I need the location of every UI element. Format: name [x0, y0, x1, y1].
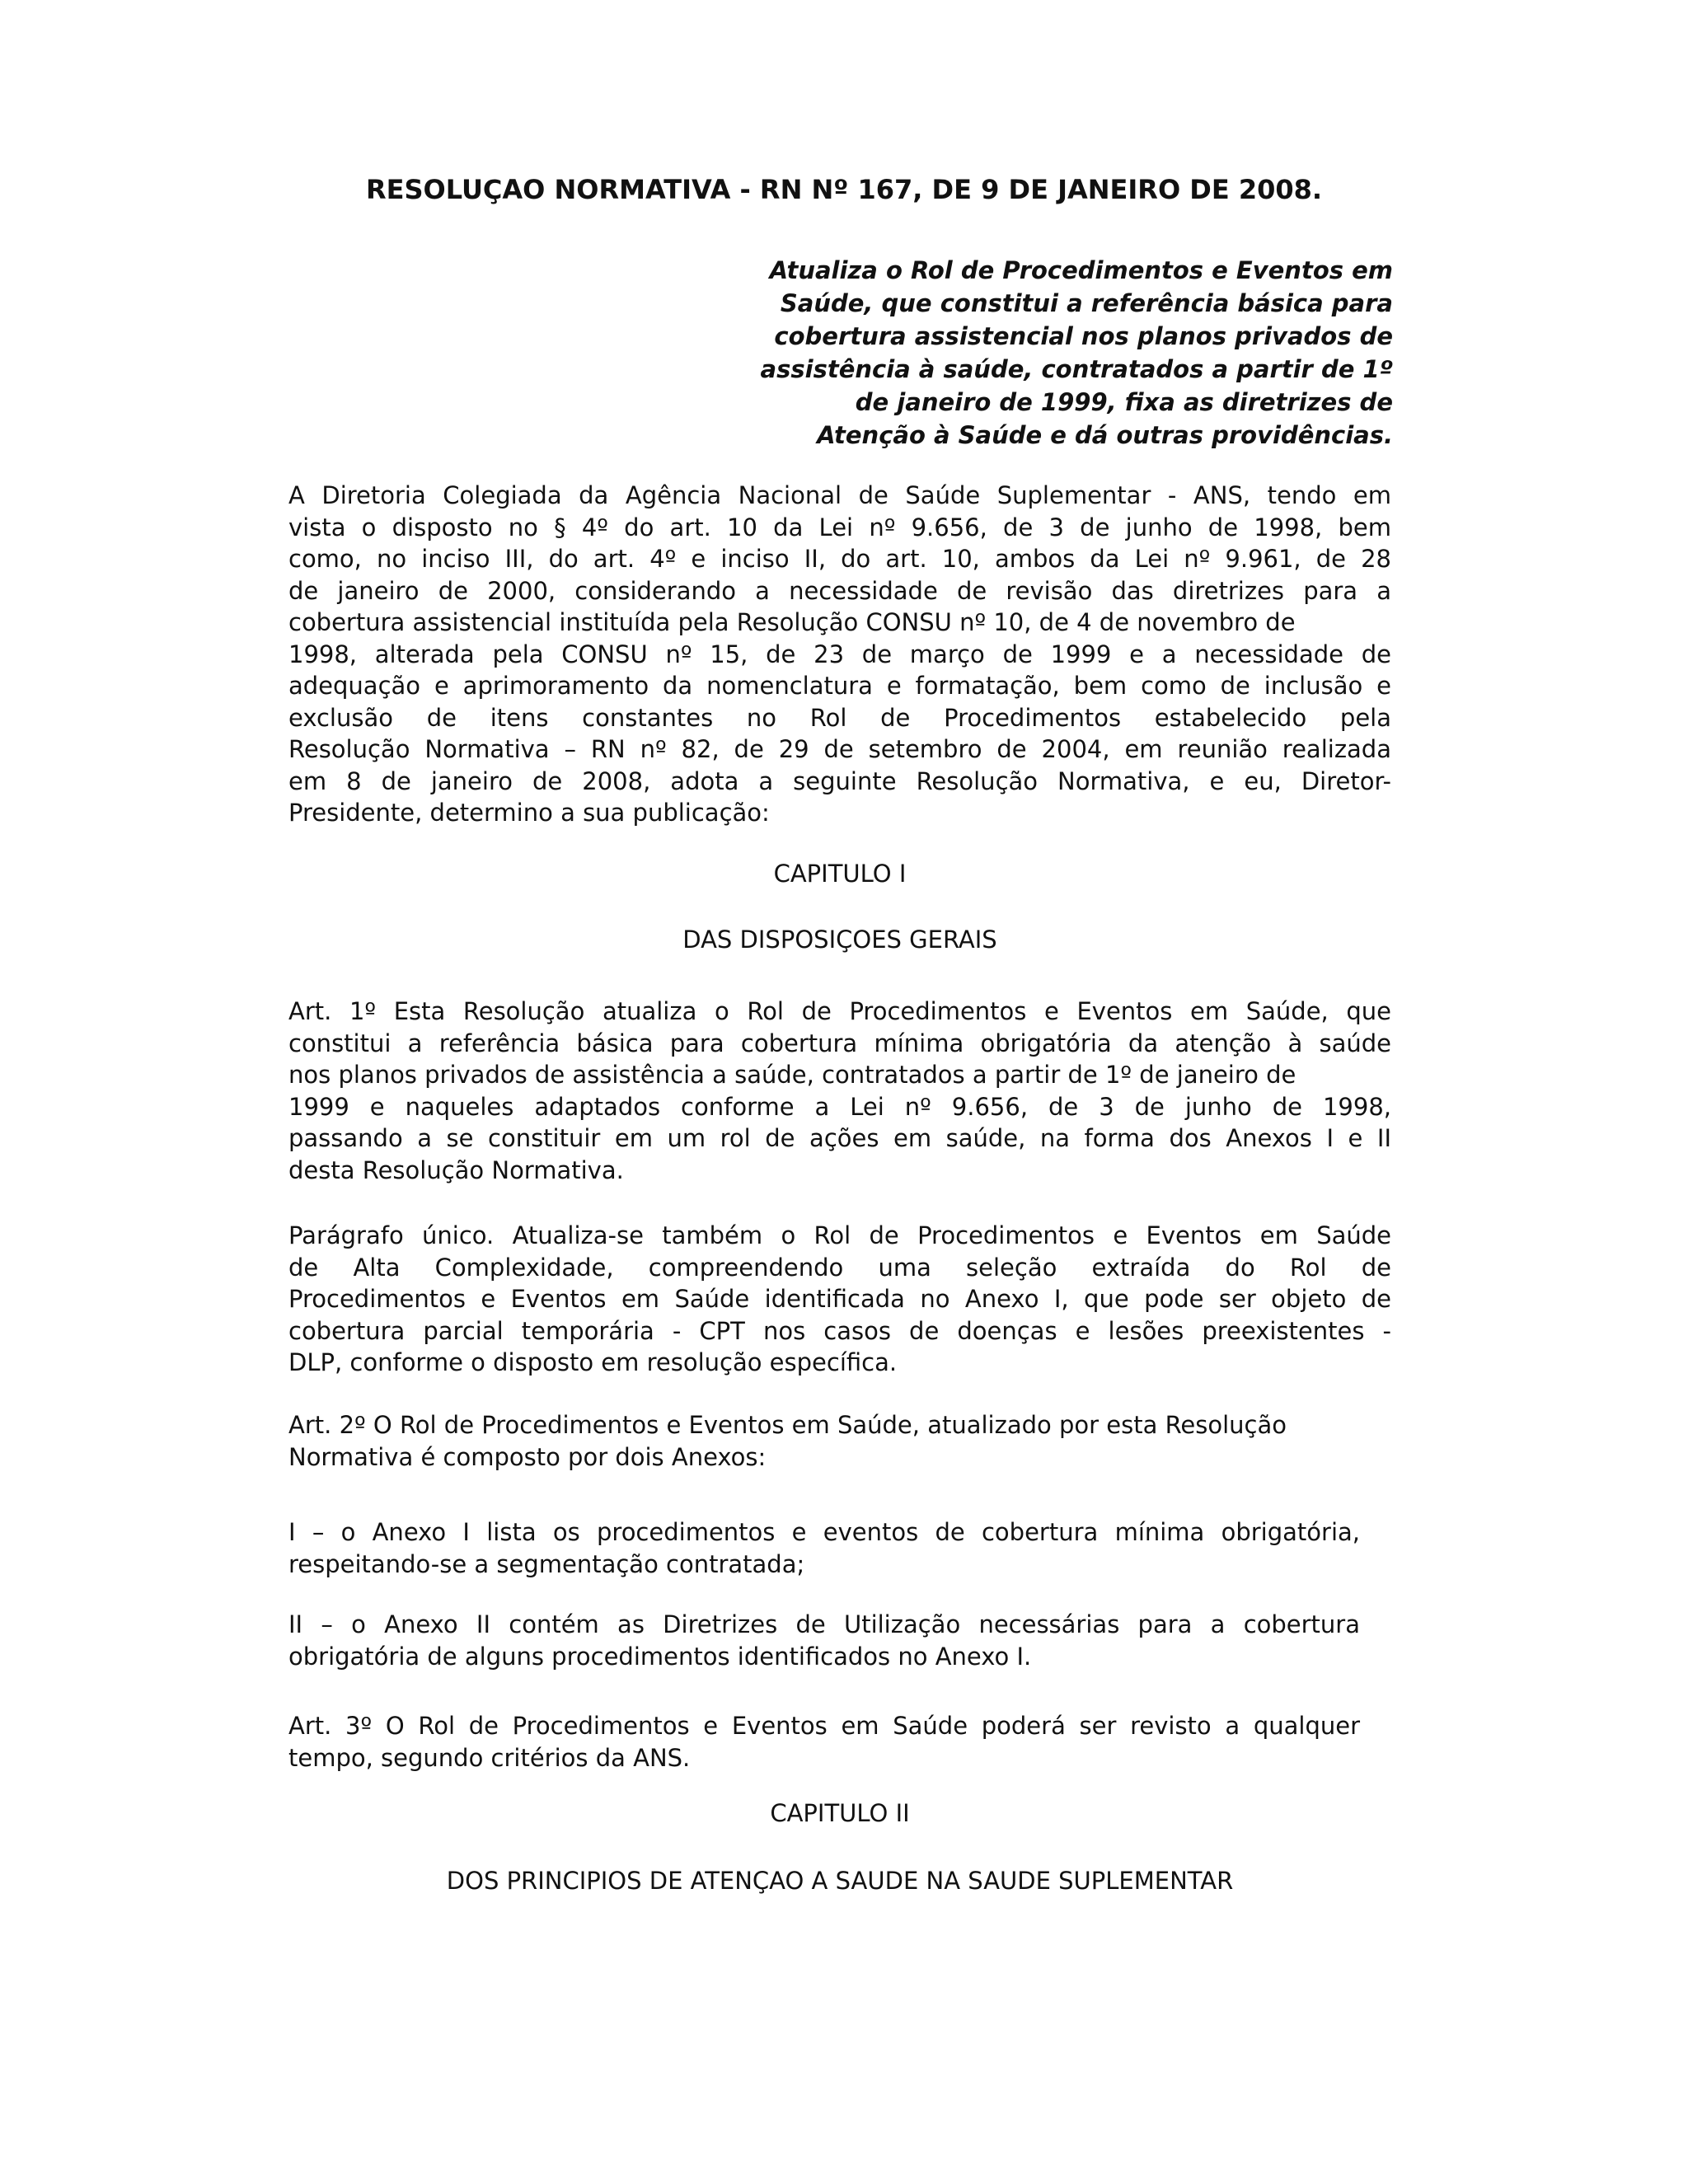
chapter-2-title: DOS PRINCIPIOS DE ATENÇAO A SAUDE NA SAUDE SUPLEMENTAR: [446, 1867, 1234, 1895]
preamble-line: como, no inciso III, do art. 4º e inciso II, do art. 10, ambos da Lei nº 9.961, de 28: [288, 545, 1391, 573]
inciso-1-line: respeitando-se a segmentação contratada;: [288, 1549, 805, 1578]
ementa-line: Atenção à Saúde e dá outras providências.: [817, 421, 1393, 449]
preamble: [288, 480, 1391, 827]
preamble-line: cobertura assistencial instituída pela Resolução CONSU nº 10, de 4 de novembro de: [288, 608, 1296, 636]
preamble-line: Resolução Normativa – RN nº 82, de 29 de setembro de 2004, em reunião realizada: [288, 735, 1391, 763]
paragrafo-line: cobertura parcial temporária - CPT nos casos de doenças e lesões preexistentes -: [288, 1316, 1391, 1345]
preamble-line: A Diretoria Colegiada da Agência Nacional de Saúde Suplementar - ANS, tendo em: [288, 481, 1391, 509]
ementa-line: Saúde, que constitui a referência básica para: [780, 289, 1393, 317]
paragrafo-unico: [288, 1220, 1391, 1375]
inciso-1: [288, 1516, 1360, 1578]
ementa: [742, 254, 1393, 449]
preamble-line: adequação e aprimoramento da nomenclatura e formatação, bem como de inclusão e: [288, 672, 1391, 700]
ementa-line: assistência à saúde, contratados a partir de 1º: [760, 355, 1393, 383]
article-1-line: constitui a referência básica para cobertura mínima obrigatória da atenção à saúde: [288, 1029, 1391, 1057]
article-1-line: passando a se constituir em um rol de ações em saúde, na forma dos Anexos I e II: [288, 1124, 1391, 1152]
preamble-line: vista o disposto no § 4º do art. 10 da Lei nº 9.656, de 3 de junho de 1998, bem: [288, 513, 1391, 541]
inciso-1-line: I – o Anexo I lista os procedimentos e eventos de cobertura mínima obrigatória,: [288, 1518, 1360, 1546]
ementa-line: cobertura assistencial nos planos privados de: [774, 322, 1393, 350]
article-1-line: Art. 1º Esta Resolução atualiza o Rol de Procedimentos e Eventos em Saúde, que: [288, 997, 1391, 1025]
chapter-1-heading: CAPITULO I: [773, 860, 907, 888]
paragrafo-line: de Alta Complexidade, compreendendo uma seleção extraída do Rol de: [288, 1253, 1391, 1282]
article-3: [288, 1710, 1360, 1772]
article-2-line: Normativa é composto por dois Anexos:: [288, 1442, 767, 1471]
document-title: RESOLUÇAO NORMATIVA - RN Nº 167, DE 9 DE JANEIRO DE 2008.: [365, 174, 1323, 205]
article-1-line: nos planos privados de assistência a saúde, contratados a partir de 1º de janeiro de: [288, 1061, 1296, 1089]
article-3-line: tempo, segundo critérios da ANS.: [288, 1743, 691, 1772]
preamble-line: de janeiro de 2000, considerando a necessidade de revisão das diretrizes para a: [288, 576, 1391, 605]
article-1-line: desta Resolução Normativa.: [288, 1155, 624, 1184]
article-2: [288, 1409, 1360, 1473]
preamble-line: em 8 de janeiro de 2008, adota a seguinte Resolução Normativa, e eu, Diretor-: [288, 766, 1391, 795]
inciso-2-line: II – o Anexo II contém as Diretrizes de Utilização necessárias para a cobertura: [288, 1610, 1360, 1638]
preamble-line: Presidente, determino a sua publicação:: [288, 799, 770, 827]
paragrafo-line: DLP, conforme o disposto em resolução específica.: [288, 1348, 898, 1376]
preamble-line: 1998, alterada pela CONSU nº 15, de 23 de março de 1999 e a necessidade de: [288, 640, 1391, 668]
preamble-line: exclusão de itens constantes no Rol de Procedimentos estabelecido pela: [288, 703, 1391, 732]
chapter-1-title: DAS DISPOSIÇOES GERAIS: [682, 926, 997, 954]
ementa-line: de janeiro de 1999, fixa as diretrizes de: [855, 388, 1393, 416]
article-2-line: Art. 2º O Rol de Procedimentos e Eventos em Saúde, atualizado por esta Resolução: [288, 1411, 1287, 1439]
article-1-line: 1999 e naqueles adaptados conforme a Lei nº 9.656, de 3 de junho de 1998,: [288, 1092, 1391, 1121]
paragrafo-line: Procedimentos e Eventos em Saúde identificada no Anexo I, que pode ser objeto de: [288, 1285, 1391, 1313]
article-3-line: Art. 3º O Rol de Procedimentos e Eventos em Saúde poderá ser revisto a qualquer: [288, 1712, 1360, 1740]
ementa-line: Atualiza o Rol de Procedimentos e Eventos em: [769, 256, 1393, 284]
chapter-2-heading: CAPITULO II: [770, 1799, 910, 1827]
paragrafo-line: Parágrafo único. Atualiza-se também o Rol de Procedimentos e Eventos em Saúde: [288, 1221, 1391, 1249]
inciso-2: [288, 1609, 1360, 1671]
article-1: [288, 996, 1391, 1186]
inciso-2-line: obrigatória de alguns procedimentos identificados no Anexo I.: [288, 1642, 1032, 1671]
